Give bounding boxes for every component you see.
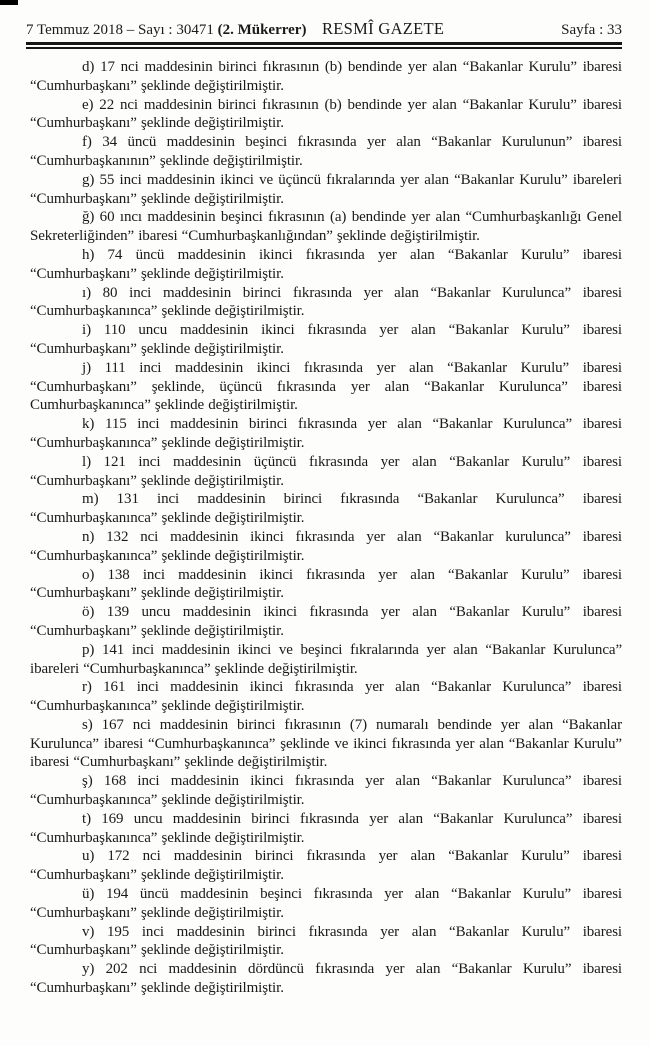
header-divider (26, 42, 622, 49)
amendment-item-o-umlaut: ö) 139 uncu maddesinin ikinci fıkrasında yer alan “Bakanlar Kurulu” ibaresi “Cumhurbaşkanı” şeklinde değiştirilmiştir. (30, 604, 622, 639)
amendment-item-d: d) 17 nci maddesinin birinci fıkrasının (b) bendinde yer alan “Bakanlar Kurulu” ibaresi “Cumhurbaşkanı” şeklinde değiştirilmiştir. (30, 59, 622, 94)
amendment-item-k: k) 115 inci maddesinin birinci fıkrasında yer alan “Bakanlar Kurulunca” ibaresi “Cumhurbaşkanınca” şeklinde değiştirilmiştir. (30, 416, 622, 451)
amendment-item-o: o) 138 inci maddesinin ikinci fıkrasında yer alan “Bakanlar Kurulu” ibaresi “Cumhurbaşkanı” şeklinde değiştirilmiştir. (30, 566, 622, 602)
amendment-item-u-umlaut: ü) 194 üncü maddesinin beşinci fıkrasında yer alan “Bakanlar Kurulu” ibaresi “Cumhurbaşkanı” şeklinde değiştirilmiştir. (30, 886, 622, 921)
header-date-issue: 7 Temmuz 2018 – Sayı : 30471 (26, 22, 214, 38)
amendment-item-i-dotless: ı) 80 inci maddesinin birinci fıkrasında yer alan “Bakanlar Kurulunca” ibaresi “Cumhurbaşkanınca” şeklinde değiştirilmiştir. (30, 284, 622, 320)
amendment-item-m: m) 131 inci maddesinin birinci fıkrasında “Bakanlar Kurulunca” ibaresi “Cumhurbaşkanınca” şeklinde değiştirilmiştir. (30, 491, 622, 527)
amendment-item-u: u) 172 nci maddesinin birinci fıkrasında yer alan “Bakanlar Kurulu” ibaresi “Cumhurbaşkanı” şeklinde değiştirilmiştir. (30, 848, 622, 884)
amendment-item-i: i) 110 uncu maddesinin ikinci fıkrasında yer alan “Bakanlar Kurulu” ibaresi “Cumhurbaşkanı” şeklinde değiştirilmiştir. (30, 322, 622, 357)
amendment-item-e: e) 22 nci maddesinin birinci fıkrasının (b) bendinde yer alan “Bakanlar Kurulu” ibaresi “Cumhurbaşkanı” şeklinde değiştirilmiştir. (30, 96, 622, 132)
amendment-item-t: t) 169 uncu maddesinin birinci fıkrasında yer alan “Bakanlar Kurulunca” ibaresi “Cumhurbaşkanınca” şeklinde değiştirilmiştir. (30, 810, 622, 846)
page-header (0, 0, 650, 42)
amendment-item-y: y) 202 nci maddesinin dördüncü fıkrasında yer alan “Bakanlar Kurulu” ibaresi “Cumhurbaşkanı” şeklinde değiştirilmiştir. (30, 961, 622, 997)
gazette-title: RESMÎ GAZETE (322, 19, 445, 38)
amendment-item-p: p) 141 inci maddesinin ikinci ve beşinci fıkralarında yer alan “Bakanlar Kurulunca” ibareleri “Cumhurbaşkanınca” şeklinde değiştirilmiştir. (30, 641, 622, 677)
amendment-item-j: j) 111 inci maddesinin ikinci fıkrasında yer alan “Bakanlar Kurulu” ibaresi “Cumhurbaşkanı” şeklinde, üçüncü fıkrasında yer alan “Bakanlar Kurulunca” ibaresi Cumhurbaşkanınca” şeklinde değiştirilmiştir. (30, 359, 622, 414)
amendment-item-s: s) 167 nci maddesinin birinci fıkrasının (7) numaralı bendinde yer alan “Bakanlar Kurulunca” ibaresi “Cumhurbaşkanınca” şeklinde ve ikinci fıkrasında yer alan “Bakanlar Kurulu” ibaresi “Cumhurbaşkanı” şeklinde değiştirilmiştir. (30, 716, 622, 771)
header-left (26, 22, 306, 39)
amendment-item-g-soft: ğ) 60 ıncı maddesinin beşinci fıkrasının (a) bendinde yer alan “Cumhurbaşkanlığı Genel Sekreterliğinden” ibaresi “Cumhurbaşkanlığından” şeklinde değiştirilmiştir. (30, 209, 622, 245)
amendment-item-s-cedilla: ş) 168 inci maddesinin ikinci fıkrasında yer alan “Bakanlar Kurulunca” ibaresi “Cumhurbaşkanınca” şeklinde değiştirilmiştir. (30, 773, 622, 809)
amendment-item-l: l) 121 inci maddesinin üçüncü fıkrasında yer alan “Bakanlar Kurulu” ibaresi “Cumhurbaşkanı” şeklinde değiştirilmiştir. (30, 453, 622, 489)
page-number: Sayfa : 33 (561, 22, 622, 38)
amendment-item-h: h) 74 üncü maddesinin ikinci fıkrasında yer alan “Bakanlar Kurulu” ibaresi “Cumhurbaşkanı” şeklinde değiştirilmiştir. (30, 246, 622, 282)
amendment-item-g: g) 55 inci maddesinin ikinci ve üçüncü fıkralarında yer alan “Bakanlar Kurulu” ibareleri “Cumhurbaşkanı” şeklinde değiştirilmiştir. (30, 171, 622, 207)
amendment-item-n: n) 132 nci maddesinin ikinci fıkrasında yer alan “Bakanlar kurulunca” ibaresi “Cumhurbaşkanınca” şeklinde değiştirilmiştir. (30, 528, 622, 564)
amendment-item-r: r) 161 inci maddesinin ikinci fıkrasında yer alan “Bakanlar Kurulunca” ibaresi “Cumhurbaşkanınca” şeklinde değiştirilmiştir. (30, 679, 622, 715)
document-body (0, 49, 650, 998)
amendment-item-f: f) 34 üncü maddesinin beşinci fıkrasında yer alan “Bakanlar Kurulunun” ibaresi “Cumhurbaşkanının” şeklinde değiştirilmiştir. (30, 134, 622, 169)
header-issue-note: (2. Mükerrer) (217, 22, 307, 38)
amendment-item-v: v) 195 inci maddesinin birinci fıkrasında yer alan “Bakanlar Kurulu” ibaresi “Cumhurbaşkanı” şeklinde değiştirilmiştir. (30, 923, 622, 959)
